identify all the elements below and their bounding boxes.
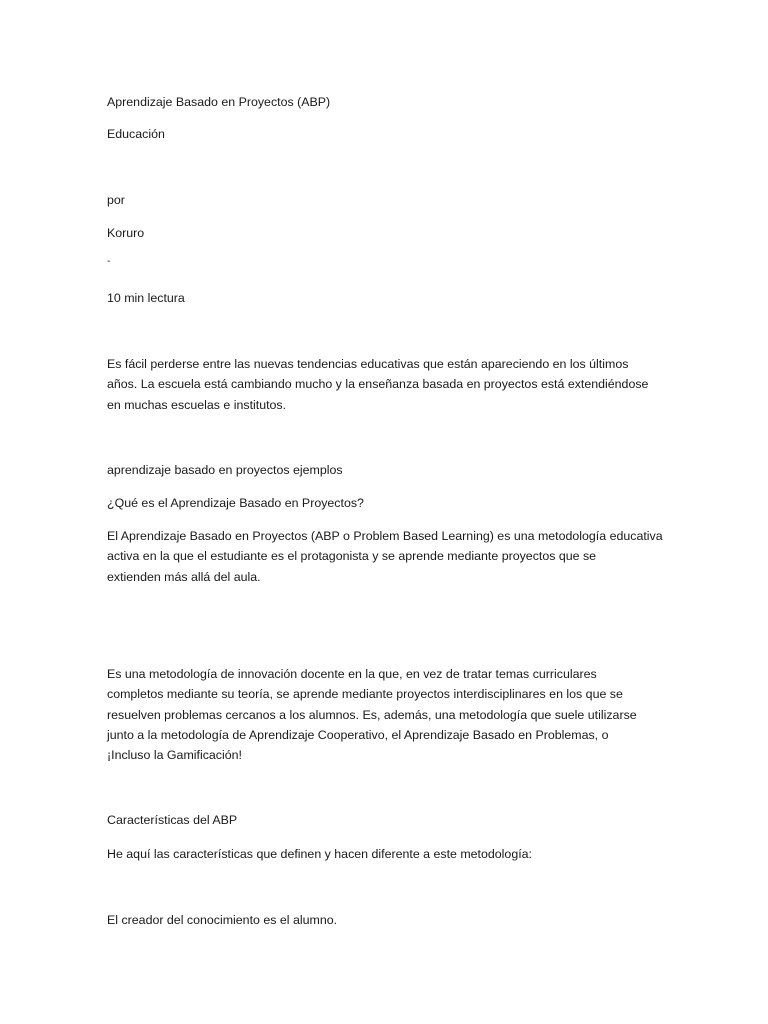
definition-paragraph	[107, 526, 667, 587]
section2-heading: Características del ABP	[107, 813, 238, 827]
article-title: Aprendizaje Basado en Proyectos (ABP)	[107, 95, 331, 109]
first-characteristic: El creador del conocimiento es el alumno.	[107, 913, 338, 927]
innovation-paragraph	[107, 664, 667, 765]
innovation-line: resuelven problemas cercanos a los alumnos. Es, además, una metodología que suele utilizarse	[107, 707, 637, 722]
innovation-line: Es una metodología de innovación docente en la que, en vez de tratar temas curriculares	[107, 667, 597, 681]
intro-paragraph	[107, 354, 667, 415]
by-label: por	[107, 193, 125, 207]
definition-line: El Aprendizaje Basado en Proyectos (ABP o Problem Based Learning) es una metodología educativa	[107, 529, 663, 543]
intro-line: años. La escuela está cambiando mucho y la enseñanza basada en proyectos está extendiéndose	[107, 377, 649, 392]
article-category: Educación	[107, 127, 165, 141]
intro-line: en muchas escuelas e institutos.	[107, 397, 287, 412]
innovation-line: junto a la metodología de Aprendizaje Cooperativo, el Aprendizaje Basado en Problemas, o	[107, 727, 609, 742]
innovation-line: completos mediante su teoría, se aprende mediante proyectos interdisciplinares en los que se	[107, 687, 623, 702]
definition-line: activa en la que el estudiante es el protagonista y se aprende mediante proyectos que se	[107, 549, 597, 564]
section2-intro: He aquí las características que definen y hacen diferente a este metodología:	[107, 847, 532, 861]
definition-line: extienden más allá del aula.	[107, 569, 261, 584]
innovation-line: ¡Incluso la Gamificación!	[107, 748, 242, 763]
section1-heading: ¿Qué es el Aprendizaje Basado en Proyectos?	[107, 496, 364, 510]
intro-line: Es fácil perderse entre las nuevas tendencias educativas que están apareciendo en los últimos	[107, 357, 629, 371]
image-caption: aprendizaje basado en proyectos ejemplos	[107, 463, 343, 477]
meta-separator: -	[107, 256, 111, 267]
read-time: 10 min lectura	[107, 291, 185, 305]
author-name: Koruro	[107, 226, 145, 240]
